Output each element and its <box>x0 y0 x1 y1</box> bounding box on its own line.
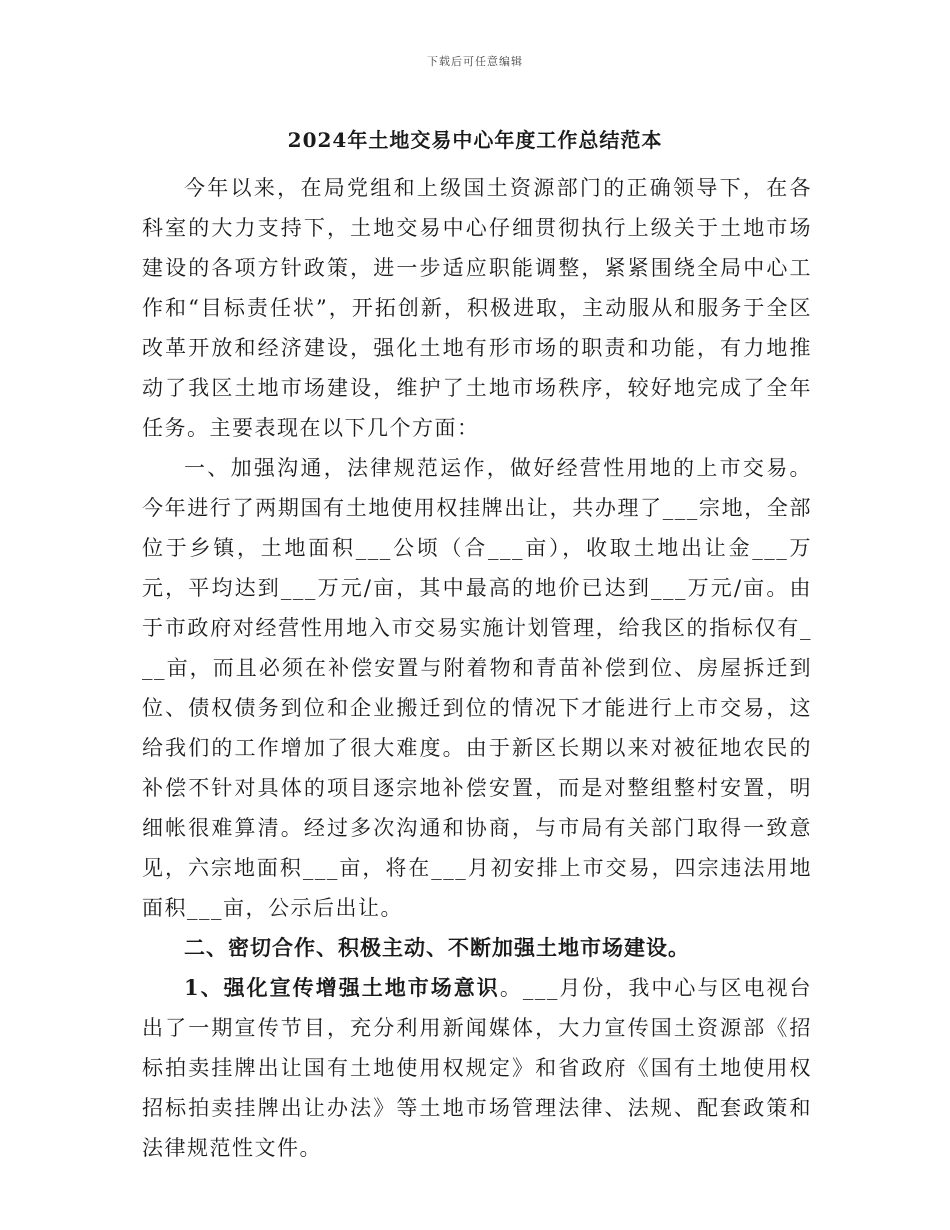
subsection-one-text: 。___月份，我中心与区电视台出了一期宣传节目，充分利用新闻媒体，大力宣传国土资源部《招标拍卖挂牌出让国有土地使用权规定》和省政府《国有土地使用权招标拍卖挂牌出让办法》等土地市场管理法律、法规、配套政策和法律规范性文件。 <box>142 976 812 1160</box>
section-one-paragraph: 一、加强沟通，法律规范运作，做好经营性用地的上市交易。今年进行了两期国有土地使用权挂牌出让，共办理了___宗地，全部位于乡镇，土地面积___公顷（合___亩），收取土地出让金___万元，平均达到___万元/亩，其中最高的地价已达到___万元/亩。由于市政府对经营性用地入市交易实施计划管理，给我区的指标仅有___亩，而且必须在补偿安置与附着物和青苗补偿到位、房屋拆迁到位、债权债务到位和企业搬迁到位的情况下才能进行上市交易，这给我们的工作增加了很大难度。由于新区长期以来对被征地农民的补偿不针对具体的项目逐宗地补偿安置，而是对整组整村安置，明细帐很难算清。经过多次沟通和协商，与市局有关部门取得一致意见，六宗地面积___亩，将在___月初安排上市交易，四宗违法用地面积___亩，公示后出让。 <box>142 456 812 920</box>
document-body <box>142 168 812 1168</box>
document-title: 2024年土地交易中心年度工作总结范本 <box>287 128 663 152</box>
subsection-one-paragraph <box>142 968 812 1168</box>
section-two-heading: 二、密切合作、积极主动、不断加强土地市场建设。 <box>184 935 690 960</box>
header-note: 下载后可任意编辑 <box>427 55 523 68</box>
intro-paragraph: 今年以来，在局党组和上级国土资源部门的正确领导下，在各科室的大力支持下，土地交易中心仔细贯彻执行上级关于土地市场建设的各项方针政策，进一步适应职能调整，紧紧围绕全局中心工作和“目标责任状”，开拓创新，积极进取，主动服从和服务于全区改革开放和经济建设，强化土地有形市场的职责和功能，有力地推动了我区土地市场建设，维护了土地市场秩序，较好地完成了全年任务。主要表现在以下几个方面： <box>142 176 812 440</box>
subsection-one-lead: 1、强化宣传增强土地市场意识 <box>184 975 500 1000</box>
